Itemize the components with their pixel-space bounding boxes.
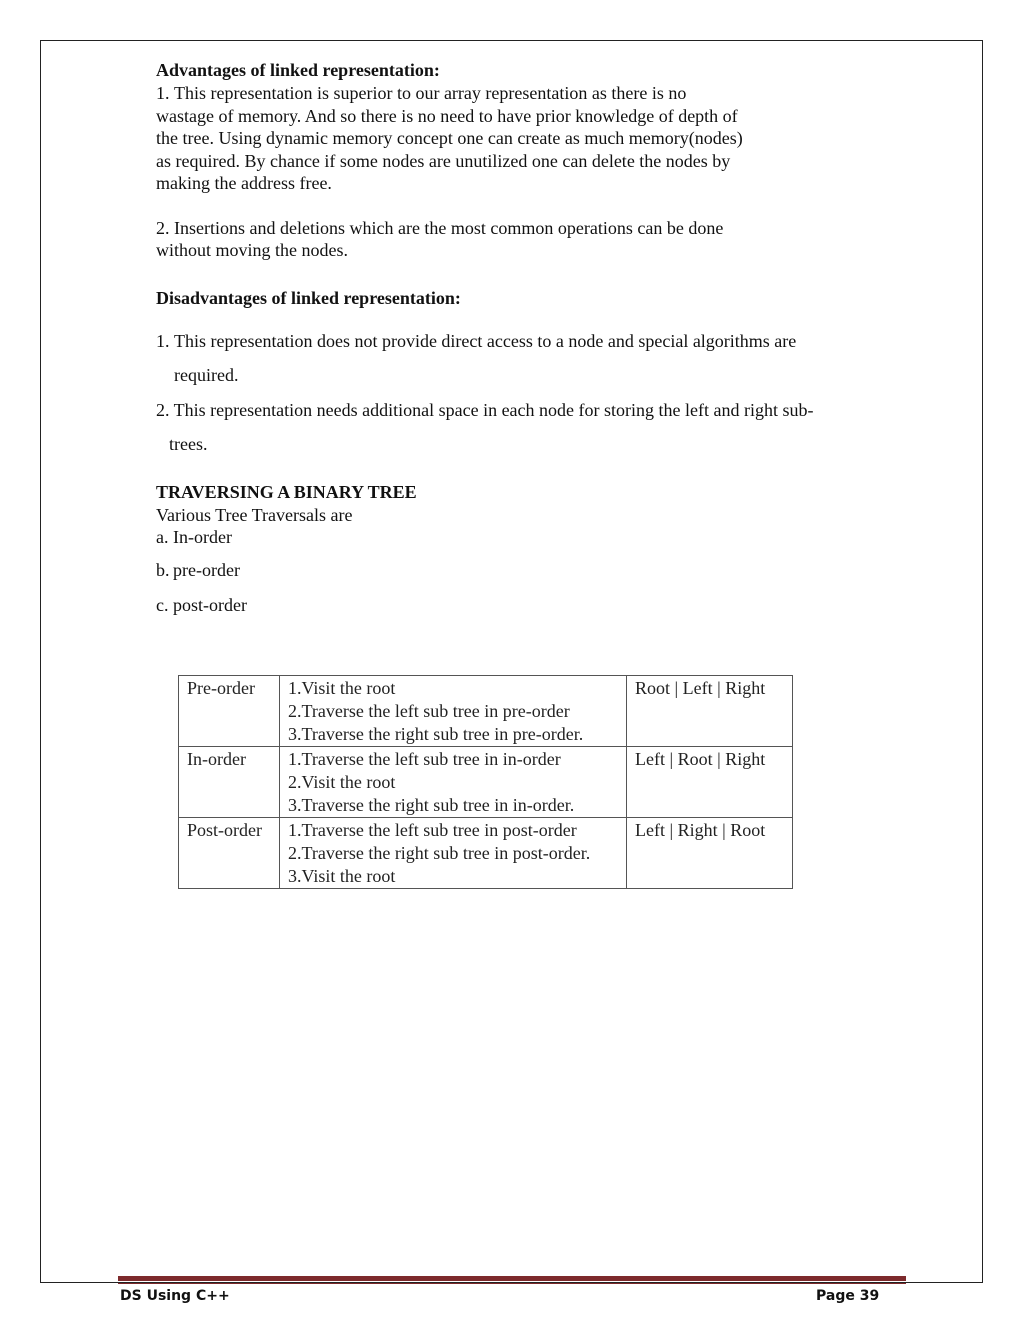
- step: 2.Visit the root: [288, 772, 396, 792]
- traversal-steps: [280, 747, 627, 818]
- advantages-heading: Advantages of linked representation:: [156, 60, 440, 80]
- list-label: a.: [156, 527, 169, 547]
- traversal-order: Root | Left | Right: [627, 676, 793, 747]
- text-line: without moving the nodes.: [156, 240, 348, 260]
- list-number: 1.: [156, 330, 170, 351]
- list-text: post-order: [173, 595, 247, 615]
- traversing-intro: Various Tree Traversals are: [156, 504, 353, 525]
- list-label: c.: [156, 595, 169, 615]
- traversal-name: Post-order: [179, 818, 280, 889]
- page-number: Page 39: [816, 1288, 880, 1304]
- traversal-item-a: [156, 526, 916, 548]
- text-line: wastage of memory. And so there is no need to have prior knowledge of depth of: [156, 105, 738, 126]
- list-number: 2.: [156, 217, 170, 238]
- traversal-order: Left | Right | Root: [627, 818, 793, 889]
- step: 2.Traverse the right sub tree in post-order.: [288, 843, 591, 863]
- disadvantages-item-1: [156, 324, 916, 393]
- traversal-item-b: [156, 553, 916, 588]
- traversal-table: [178, 675, 793, 889]
- step: 3.Traverse the right sub tree in in-order.: [288, 795, 575, 815]
- traversal-item-c: [156, 588, 916, 623]
- advantages-item-1: [156, 82, 916, 195]
- traversal-steps: [280, 818, 627, 889]
- step: 1.Visit the root: [288, 678, 396, 698]
- text-line: 2. This representation needs additional space in each node for storing the left and right sub-: [156, 399, 814, 420]
- table-row: [179, 676, 793, 747]
- step: 3.Traverse the right sub tree in pre-order.: [288, 724, 584, 744]
- text-line: the tree. Using dynamic memory concept one can create as much memory(nodes): [156, 128, 743, 148]
- list-label: b.: [156, 560, 170, 580]
- traversing-heading: TRAVERSING A BINARY TREE: [156, 481, 417, 502]
- traversal-name: In-order: [179, 747, 280, 818]
- table-row: [179, 818, 793, 889]
- text-line: Insertions and deletions which are the most common operations can be done: [174, 217, 724, 238]
- list-text: In-order: [173, 527, 232, 547]
- table-row: [179, 747, 793, 818]
- traversal-name: Pre-order: [179, 676, 280, 747]
- page-content: [156, 58, 916, 623]
- text-line: trees.: [169, 434, 208, 454]
- text-line: as required. By chance if some nodes are unutilized one can delete the nodes by: [156, 150, 731, 171]
- footer-rule: [118, 1276, 906, 1281]
- list-text: pre-order: [173, 560, 240, 580]
- text-line: This representation does not provide direct access to a node and special algorithms are: [174, 330, 797, 351]
- footer-rule-thin: [118, 1283, 906, 1284]
- text-line: required.: [174, 365, 239, 385]
- disadvantages-item-2: [156, 393, 916, 462]
- text-line: making the address free.: [156, 173, 332, 193]
- traversal-order: Left | Root | Right: [627, 747, 793, 818]
- traversal-steps: [280, 676, 627, 747]
- footer-title: DS Using C++: [120, 1288, 230, 1304]
- step: 3.Visit the root: [288, 866, 396, 886]
- text-line: This representation is superior to our array representation as there is no: [174, 83, 687, 103]
- list-number: 1.: [156, 83, 170, 103]
- step: 1.Traverse the left sub tree in post-order: [288, 820, 577, 840]
- advantages-item-2: [156, 217, 916, 262]
- step: 2.Traverse the left sub tree in pre-order: [288, 701, 570, 721]
- disadvantages-heading: Disadvantages of linked representation:: [156, 287, 461, 308]
- step: 1.Traverse the left sub tree in in-order: [288, 749, 561, 769]
